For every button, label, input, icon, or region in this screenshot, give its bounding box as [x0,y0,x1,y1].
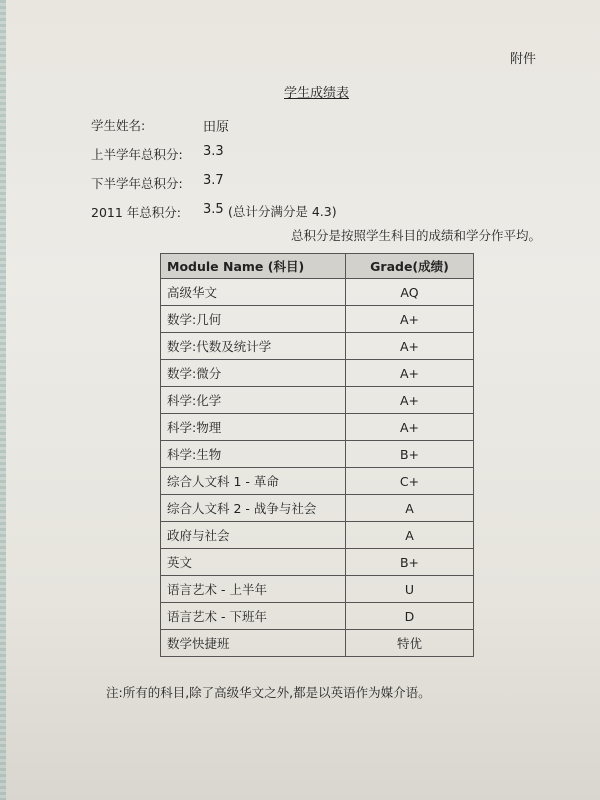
table-row [161,441,474,468]
subject-cell: 语言艺术 - 下班年 [161,603,346,630]
grade-cell: B+ [346,549,474,576]
document-title: 学生成绩表 [284,86,350,101]
subject-cell: 数学快捷班 [161,630,346,657]
table-row [161,468,474,495]
grade-cell: A+ [346,360,474,387]
subject-cell: 科学:生物 [161,441,346,468]
table-row [161,630,474,657]
table-row [161,333,474,360]
paper-edge [0,0,6,800]
subject-cell: 语言艺术 - 上半年 [161,576,346,603]
table-row [161,414,474,441]
grade-cell: A+ [346,306,474,333]
subject-cell: 综合人文科 1 - 革命 [161,468,346,495]
grade-cell: B+ [346,441,474,468]
subject-cell: 数学:代数及统计学 [161,333,346,360]
table-row [161,279,474,306]
module-name-header: Module Name (科目) [161,254,346,279]
grade-header: Grade(成绩) [346,254,474,279]
grade-cell: A [346,522,474,549]
table-row [161,495,474,522]
attachment-label: 附件 [510,52,537,67]
second-half-score-label: 下半学年总积分: [91,176,183,191]
subject-cell: 政府与社会 [161,522,346,549]
grade-cell: D [346,603,474,630]
year-score-label: 2011 年总积分: [91,205,181,220]
grade-cell: A [346,495,474,522]
table-row [161,387,474,414]
student-name-label: 学生姓名: [91,118,146,133]
table-row [161,576,474,603]
average-note: 总积分是按照学生科目的成绩和学分作平均。 [291,228,542,243]
subject-cell: 综合人文科 2 - 战争与社会 [161,495,346,522]
subject-cell: 数学:几何 [161,306,346,333]
year-score-note: (总计分满分是 4.3) [228,204,337,219]
subject-cell: 英文 [161,549,346,576]
grade-cell: 特优 [346,630,474,657]
second-half-score-value: 3.7 [203,173,224,188]
subject-cell: 数学:微分 [161,360,346,387]
grade-cell: C+ [346,468,474,495]
table-row [161,522,474,549]
grade-cell: U [346,576,474,603]
grade-cell: A+ [346,333,474,360]
grade-cell: AQ [346,279,474,306]
subject-cell: 科学:物理 [161,414,346,441]
footnote: 注:所有的科目,除了高级华文之外,都是以英语作为媒介语。 [106,685,431,700]
first-half-score-label: 上半学年总积分: [91,147,183,162]
table-row [161,360,474,387]
subject-cell: 科学:化学 [161,387,346,414]
grade-cell: A+ [346,414,474,441]
grade-cell: A+ [346,387,474,414]
year-score-value: 3.5 [203,202,224,217]
grades-table [160,253,474,657]
student-name-value: 田原 [203,120,230,135]
table-row [161,306,474,333]
table-header-row [161,254,474,279]
table-row [161,603,474,630]
subject-cell: 高级华文 [161,279,346,306]
first-half-score-value: 3.3 [203,144,224,159]
table-row [161,549,474,576]
